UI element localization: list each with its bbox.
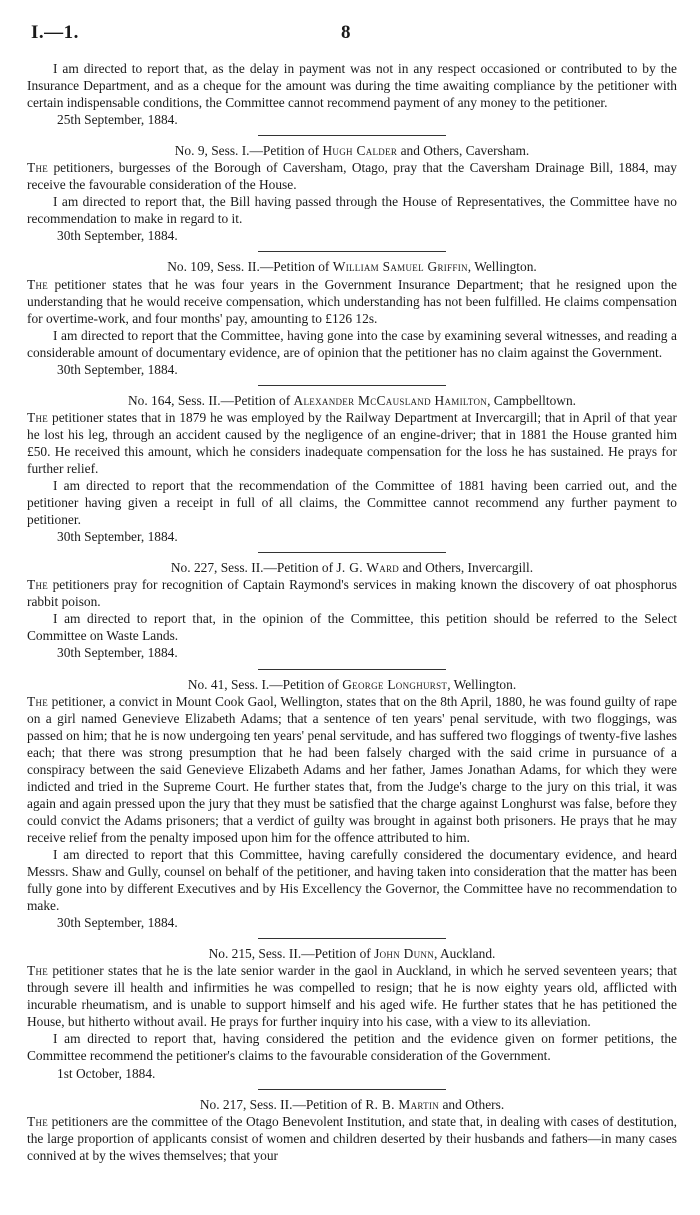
report-date: 30th September, 1884. bbox=[57, 361, 178, 377]
section-divider bbox=[258, 552, 446, 553]
petition-section bbox=[27, 559, 677, 661]
petitioner-name: J. G. Ward bbox=[336, 560, 400, 576]
petition-title: No. 164, Sess. II.—Petition of Alexander McCausland Hamilton, Campbelltown. bbox=[128, 392, 576, 408]
petition-statement: The petitioners are the committee of the Otago Benevolent Institution, and state that, in dealing with cases of destitution, the large proportion of applicants consist of women and children deserted by their husbands and fathers—in many cases connived at by the wives themselves; that your bbox=[27, 1113, 677, 1163]
section-divider bbox=[258, 938, 446, 939]
petition-title: No. 41, Sess. I.—Petition of George Longhurst, Wellington. bbox=[187, 676, 517, 692]
page-header bbox=[31, 22, 669, 48]
petition-title: No. 109, Sess. II.—Petition of William Samuel Griffin, Wellington. bbox=[167, 259, 537, 275]
committee-report: I am directed to report that, in the opinion of the Committee, this petition should be referred to the Select Committee on Waste Lands. bbox=[27, 611, 677, 644]
report-date: 30th September, 1884. bbox=[57, 529, 178, 545]
petitioner-name: Hugh Calder bbox=[322, 143, 398, 159]
petition-section bbox=[27, 392, 677, 545]
petition-section bbox=[27, 1096, 677, 1164]
committee-report: I am directed to report that the Committee, having gone into the case by examining several witnesses, and reading a considerable amount of documentary evidence, are of opinion that the petitioner has no claim against the Government. bbox=[27, 327, 677, 360]
document-body bbox=[27, 60, 677, 1164]
section-divider bbox=[258, 251, 446, 252]
section-divider bbox=[258, 1089, 446, 1090]
petition-title: No. 215, Sess. II.—Petition of John Dunn, Auckland. bbox=[208, 946, 496, 962]
petition-section bbox=[27, 142, 677, 244]
petitioner-name: William Samuel Griffin bbox=[332, 259, 468, 275]
report-date: 30th September, 1884. bbox=[57, 645, 178, 661]
report-date: 30th September, 1884. bbox=[57, 228, 178, 244]
committee-report: I am directed to report that, having considered the petition and the evidence given on former petitions, the Committee recommend the petitioner's claims to the favourable consideration of the Government. bbox=[27, 1031, 677, 1064]
intro-date: 25th September, 1884. bbox=[57, 112, 178, 128]
page-number: 8 bbox=[341, 22, 351, 43]
petition-section bbox=[27, 945, 677, 1081]
petition-statement: The petitioner states that in 1879 he was employed by the Railway Department at Invercargill; that in April of that year he lost his leg, through an accident caused by the negligence of an engine-driver; that in 1881 the House granted him £50. He received this amount, which he considers inadequate compensation for the loss he has sustained. He prays for further relief. bbox=[27, 409, 677, 476]
petition-statement: The petitioner states that he is the late senior warder in the gaol in Auckland, in which he served seventeen years; that through severe ill health and infirmities he was compelled to resign; that he is now eighty years old, afflicted with incurable rheumatism, and is unable to support himself and his aged wife. He further states that he has petitioned the House, but hitherto without avail. He prays for further inquiry into his case, with a view to its alleviation. bbox=[27, 963, 677, 1030]
petitioner-name: Alexander McCausland Hamilton bbox=[293, 392, 488, 408]
section-divider bbox=[258, 385, 446, 386]
section-divider bbox=[258, 669, 446, 670]
petitioner-name: John Dunn bbox=[374, 946, 435, 962]
petition-section bbox=[27, 258, 677, 377]
committee-report: I am directed to report that this Committee, having carefully considered the documentary evidence, and heard Messrs. Shaw and Gully, counsel on behalf of the petitioner, and having taken into consideration that the matter has been fully gone into by different Executives and by His Excellency the Governor, the Committee have no recommendation to make. bbox=[27, 846, 677, 914]
report-date: 30th September, 1884. bbox=[57, 915, 178, 931]
petition-title: No. 227, Sess. II.—Petition of J. G. Ward and Others, Invercargill. bbox=[170, 560, 534, 576]
petition-title: No. 217, Sess. II.—Petition of R. B. Martin and Others. bbox=[199, 1096, 505, 1112]
intro-section bbox=[27, 60, 677, 128]
petitioner-name: R. B. Martin bbox=[365, 1096, 440, 1112]
petition-statement: The petitioner, a convict in Mount Cook Gaol, Wellington, states that on the 8th April, 1880, he was found guilty of rape on a girl named Genevieve Elizabeth Adams; that a sentence of ten years' penal servitude, with two floggings, was passed on him; that he is now undergoing ten years' penal servitude, and has suffered two floggings of twenty-five lashes each; that there was strong presumption that he had been falsely charged with the said crime in pursuance of a conspiracy between the said Genevieve Elizabeth Adams and her father, James Jonathan Adams, for which they were indicted and tried in the Supreme Court. He further states that, from the Judge's charge to the jury on this trial, it was again and again pressed upon the jury that they must be satisfied that the charge against Longhurst was false, before they could convict the Adams prisoners; that a verdict of guilty was brought in against both prisoners. He prays that he may receive relief from the penalty imposed upon him for the offence attributed to him. bbox=[27, 693, 677, 845]
petition-title: No. 9, Sess. I.—Petition of Hugh Calder and Others, Caversham. bbox=[174, 143, 530, 159]
report-date: 1st October, 1884. bbox=[57, 1065, 156, 1081]
petition-statement: The petitioner states that he was four years in the Government Insurance Department; that he resigned upon the understanding that he would receive compensation, which understanding has not been fulfilled. He claims compensation for overtime-work, and four months' pay, amounting to £126 12s. bbox=[27, 276, 677, 326]
intro-report-paragraph: I am directed to report that, as the delay in payment was not in any respect occasioned or contributed to by the Insurance Department, and as a cheque for the amount was during the time awaiting compliance by the petitioner with certain indispensable conditions, the Committee cannot recommend payment of any money to the petitioner. bbox=[27, 61, 677, 111]
committee-report: I am directed to report that, the Bill having passed through the House of Representatives, the Committee have no recommendation to make in regard to it. bbox=[27, 194, 677, 227]
petitioner-name: George Longhurst bbox=[342, 676, 448, 692]
document-code: I.—1. bbox=[31, 22, 79, 43]
petition-statement: The petitioners, burgesses of the Borough of Caversham, Otago, pray that the Caversham Drainage Bill, 1884, may receive the favourable consideration of the House. bbox=[27, 160, 677, 193]
petition-statement: The petitioners pray for recognition of Captain Raymond's services in making known the discovery of oat phosphorus rabbit poison. bbox=[27, 577, 677, 610]
petition-section bbox=[27, 676, 677, 932]
section-divider bbox=[258, 135, 446, 136]
committee-report: I am directed to report that the recommendation of the Committee of 1881 having been carried out, and the petitioner having given a receipt in full of all claims, the Committee cannot recommend any further payment to petitioner. bbox=[27, 478, 677, 528]
